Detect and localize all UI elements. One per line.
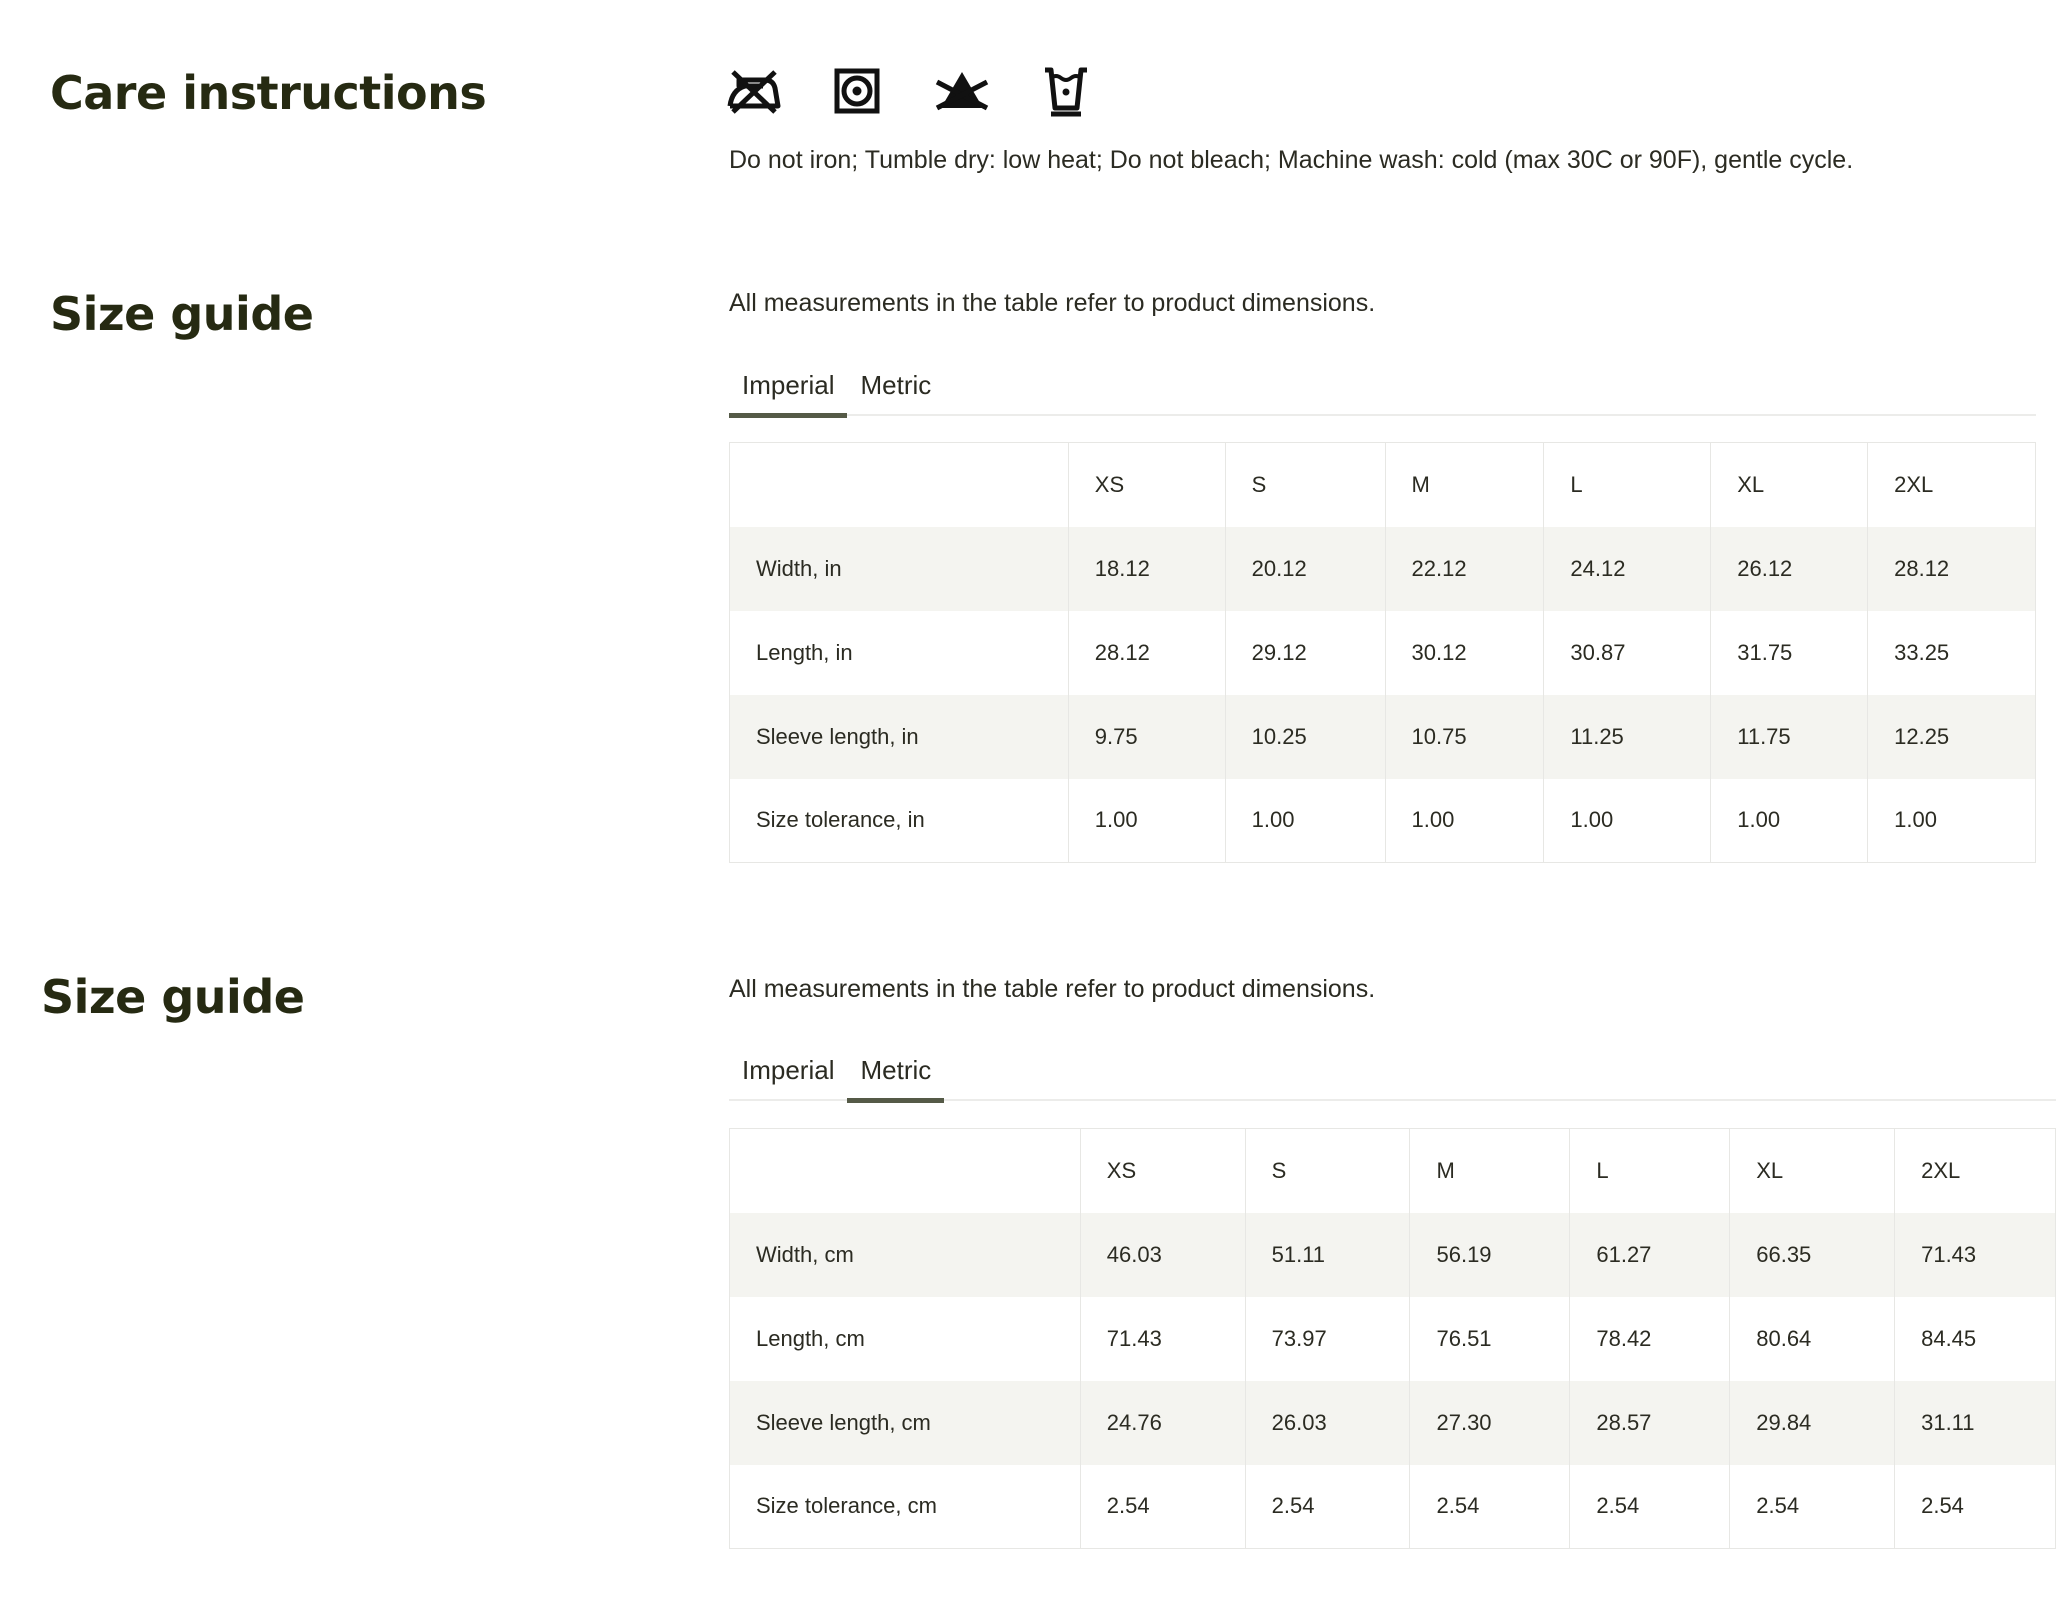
- table-cell: 1.00: [1868, 779, 2036, 863]
- tab-imperial[interactable]: Imperial: [729, 362, 847, 406]
- size-guide-intro: All measurements in the table refer to product dimensions.: [729, 289, 1376, 317]
- table-row: [730, 1297, 2056, 1381]
- table-cell: 51.11: [1245, 1213, 1410, 1297]
- table-cell: 2.54: [1245, 1465, 1410, 1549]
- table-cell: 1.00: [1225, 779, 1385, 863]
- tab-imperial[interactable]: Imperial: [742, 1055, 835, 1085]
- table-cell: 24.12: [1544, 527, 1711, 611]
- header-cell: M: [1410, 1129, 1570, 1213]
- row-label: Width, in: [730, 527, 1069, 611]
- table-row: [730, 1381, 2056, 1465]
- tab-metric[interactable]: Metric: [860, 370, 932, 400]
- header-cell: [730, 1129, 1081, 1213]
- table-cell: 2.54: [1410, 1465, 1570, 1549]
- size-guide-title: Size guide: [50, 287, 314, 341]
- table-cell: 84.45: [1895, 1297, 2056, 1381]
- table-cell: 28.12: [1068, 611, 1225, 695]
- table-cell: 31.75: [1711, 611, 1868, 695]
- table-cell: 71.43: [1895, 1213, 2056, 1297]
- row-label: Size tolerance, in: [756, 807, 925, 833]
- table-cell: 1.00: [1385, 779, 1544, 863]
- header-cell: L: [1570, 1129, 1730, 1213]
- table-cell: 76.51: [1410, 1297, 1570, 1381]
- table-cell: 66.35: [1730, 1213, 1895, 1297]
- table-cell: 20.12: [1225, 527, 1385, 611]
- table-cell: 9.75: [1068, 695, 1225, 779]
- table-cell: 1.00: [1544, 779, 1711, 863]
- header-cell: XL: [1711, 443, 1868, 527]
- table-cell: 1.00: [1711, 779, 1868, 863]
- unit-tabs: [729, 1047, 2056, 1101]
- header-cell: 2XL: [1895, 1129, 2056, 1213]
- table-row: [730, 695, 2036, 779]
- machine-wash-cold-icon: [1039, 64, 1093, 118]
- care-instructions-text: Do not iron; Tumble dry: low heat; Do not bleach; Machine wash: cold (max 30C or 90F), gentle cycle.: [729, 146, 1854, 174]
- table-cell: 2.54: [1730, 1465, 1895, 1549]
- unit-tabs: [729, 362, 2036, 416]
- table-header-row: [730, 1129, 2056, 1213]
- table-cell: 27.30: [1410, 1381, 1570, 1465]
- table-cell: 28.57: [1570, 1381, 1730, 1465]
- table-cell: 11.75: [1711, 695, 1868, 779]
- row-label: Size tolerance, cm: [756, 1493, 937, 1519]
- row-label: Length, in: [756, 639, 853, 665]
- table-cell: 1.00: [1068, 779, 1225, 863]
- table-cell: 71.43: [1080, 1297, 1245, 1381]
- row-label: Length, cm: [756, 1325, 865, 1351]
- header-cell: XS: [1080, 1129, 1245, 1213]
- table-row: [730, 1465, 2056, 1549]
- table-cell: 26.12: [1711, 527, 1868, 611]
- size-table-metric: [729, 1128, 2056, 1549]
- header-cell: XS: [1068, 443, 1225, 527]
- table-cell: 31.11: [1895, 1381, 2056, 1465]
- care-instructions-title: Care instructions: [50, 66, 487, 120]
- table-row: [730, 527, 2036, 611]
- table-cell: 30.87: [1544, 611, 1711, 695]
- header-cell: 2XL: [1868, 443, 2036, 527]
- table-cell: 22.12: [1385, 527, 1544, 611]
- tab-metric[interactable]: Metric: [847, 1047, 944, 1091]
- table-cell: 61.27: [1570, 1213, 1730, 1297]
- row-label: Sleeve length, in: [730, 695, 1069, 779]
- header-cell: S: [1245, 1129, 1410, 1213]
- table-cell: 10.25: [1225, 695, 1385, 779]
- table-cell: 78.42: [1570, 1297, 1730, 1381]
- table-row: [730, 1213, 2056, 1297]
- size-guide-intro: All measurements in the table refer to product dimensions.: [729, 975, 1376, 1003]
- table-cell: 56.19: [1410, 1213, 1570, 1297]
- table-cell: 10.75: [1385, 695, 1544, 779]
- header-cell: XL: [1730, 1129, 1895, 1213]
- table-cell: 2.54: [1570, 1465, 1730, 1549]
- do-not-iron-icon: [727, 64, 781, 118]
- table-cell: 2.54: [1895, 1465, 2056, 1549]
- size-guide-title: Size guide: [41, 970, 305, 1024]
- table-cell: 29.84: [1730, 1381, 1895, 1465]
- table-cell: 80.64: [1730, 1297, 1895, 1381]
- table-row: [730, 611, 2036, 695]
- table-row: [730, 779, 2036, 863]
- table-header-row: [730, 443, 2036, 527]
- header-cell: L: [1544, 443, 1711, 527]
- table-cell: 2.54: [1080, 1465, 1245, 1549]
- table-cell: 46.03: [1080, 1213, 1245, 1297]
- table-cell: 33.25: [1868, 611, 2036, 695]
- table-cell: 29.12: [1225, 611, 1385, 695]
- header-cell: M: [1385, 443, 1544, 527]
- size-table-imperial: [729, 442, 2036, 863]
- care-icons: [727, 64, 1143, 118]
- header-cell: S: [1225, 443, 1385, 527]
- table-cell: 30.12: [1385, 611, 1544, 695]
- row-label: Sleeve length, cm: [730, 1381, 1081, 1465]
- tumble-dry-low-icon: [831, 64, 885, 118]
- row-label: Width, cm: [730, 1213, 1081, 1297]
- table-cell: 28.12: [1868, 527, 2036, 611]
- do-not-bleach-icon: [935, 64, 989, 118]
- table-cell: 24.76: [1080, 1381, 1245, 1465]
- table-cell: 12.25: [1868, 695, 2036, 779]
- header-cell: [730, 443, 1069, 527]
- table-cell: 26.03: [1245, 1381, 1410, 1465]
- table-cell: 18.12: [1068, 527, 1225, 611]
- table-cell: 11.25: [1544, 695, 1711, 779]
- table-cell: 73.97: [1245, 1297, 1410, 1381]
